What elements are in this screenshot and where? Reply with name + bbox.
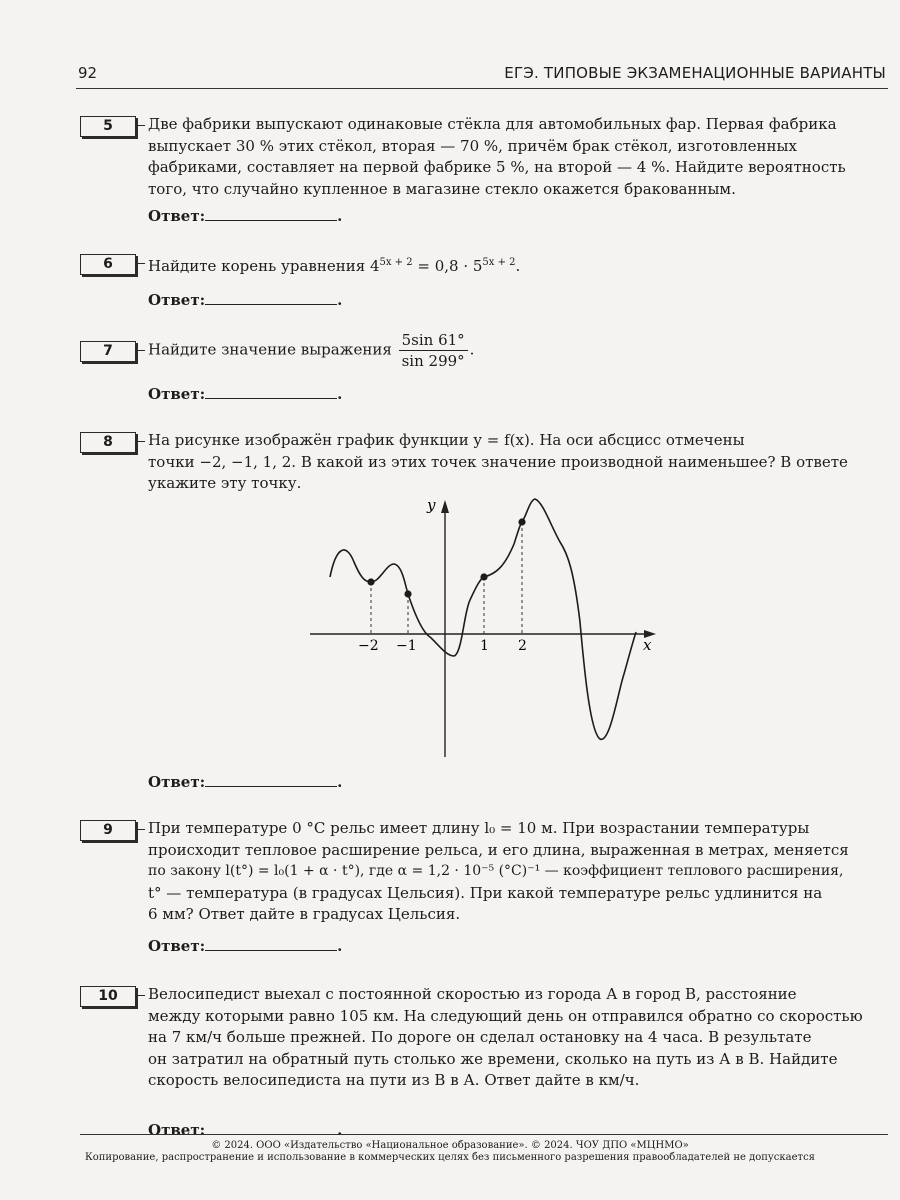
footer-copyright: © 2024. ООО «Издательство «Национальное образование». © 2024. ЧОУ ДПО «МЦНМО»	[211, 1140, 689, 1151]
answer-blank[interactable]	[205, 206, 337, 221]
question-line: между которыми равно 105 км. На следующий день он отправился обратно со скоростью	[148, 1006, 863, 1025]
question-line: t° — температура (в градусах Цельсия). При какой температуре рельс удлинится на	[148, 883, 823, 902]
x-axis-label: x	[643, 636, 652, 654]
question-line: по закону l(t°) = l₀(1 + α · t°), где α = 1,2 · 10⁻⁵ (°C)⁻¹ — коэффициент теплового расширения,	[148, 863, 844, 879]
tick-label-minus1: −1	[396, 638, 417, 654]
answer-label: Ответ:	[148, 773, 206, 791]
task-number-connector	[137, 820, 145, 830]
task-number-connector	[137, 432, 145, 442]
question-line: точки −2, −1, 1, 2. В какой из этих точек значение производной наименьшее? В ответе	[148, 452, 848, 471]
point-1	[480, 573, 487, 580]
tick-label-minus2: −2	[358, 638, 379, 654]
point-minus2	[367, 578, 374, 585]
function-graph	[300, 492, 670, 764]
answer-blank[interactable]	[205, 772, 337, 787]
task-8-question	[148, 430, 888, 495]
task-number-connector	[137, 341, 145, 351]
question-line: на 7 км/ч больше прежней. По дороге он сделал остановку на 4 часа. В результате	[148, 1028, 812, 1046]
point-minus1	[404, 590, 411, 597]
question-text: Найдите корень уравнения	[148, 257, 366, 275]
equation-base: 4	[369, 257, 380, 275]
task-7-answer[interactable]: Ответ: .	[148, 385, 343, 403]
question-line: На рисунке изображён график функции y = f(x). На оси абсцисс отмечены	[148, 431, 745, 449]
answer-label: Ответ:	[148, 207, 206, 225]
equation-exponent: 5x + 2	[379, 257, 413, 268]
task-number-box: 8	[80, 432, 136, 453]
question-line: Велосипедист выехал с постоянной скоростью из города А в город В, расстояние	[148, 985, 797, 1003]
task-5-answer[interactable]: Ответ: .	[148, 207, 343, 225]
question-line: скорость велосипедиста на пути из В в А. Ответ дайте в км/ч.	[148, 1071, 640, 1089]
y-axis-arrow	[441, 500, 449, 513]
question-line: При температуре 0 °C рельс имеет длину l₀ = 10 м. При возрастании температуры	[148, 819, 810, 837]
y-axis-label: y	[427, 496, 436, 514]
tick-label-1: 1	[480, 638, 489, 654]
answer-label: Ответ:	[148, 385, 206, 403]
equation-dot: .	[515, 257, 521, 275]
footer-divider	[80, 1134, 888, 1135]
question-line: того, что случайно купленное в магазине стекло окажется бракованным.	[148, 179, 736, 198]
task-8-answer[interactable]: Ответ: .	[148, 773, 343, 791]
task-10-answer[interactable]: Ответ: .	[148, 1121, 343, 1139]
question-line: Две фабрики выпускают одинаковые стёкла для автомобильных фар. Первая фабрика	[148, 115, 837, 133]
question-line: выпускает 30 % этих стёкол, вторая — 70 %, причём брак стёкол, изготовленных	[148, 136, 797, 155]
answer-blank[interactable]	[205, 384, 337, 399]
fraction-denominator: sin 299°	[401, 352, 465, 370]
fraction	[399, 330, 468, 371]
answer-blank[interactable]	[205, 936, 337, 951]
task-7-question	[148, 330, 888, 371]
tick-label-2: 2	[518, 638, 527, 654]
question-line: фабриками, составляет на первой фабрике 5 %, на второй — 4 %. Найдите вероятность	[148, 158, 846, 176]
answer-blank[interactable]	[205, 290, 337, 305]
equation-rhs: = 0,8 · 5	[412, 257, 483, 275]
task-10-question	[148, 984, 888, 1092]
function-curve	[330, 499, 636, 739]
task-6-answer[interactable]: Ответ: .	[148, 291, 343, 309]
task-9-answer[interactable]: Ответ: .	[148, 937, 343, 955]
footer-notice: Копирование, распространение и использование в коммерческих целях без письменного разрешения правообладателей не допускается	[85, 1152, 815, 1163]
task-number-box: 9	[80, 820, 136, 841]
question-line: он затратил на обратный путь столько же времени, сколько на путь из А в В. Найдите	[148, 1049, 838, 1068]
fraction-numerator: 5sin 61°	[399, 330, 468, 351]
header-divider	[76, 88, 888, 89]
task-5-question	[148, 114, 888, 200]
question-line: укажите эту точку.	[148, 474, 302, 492]
task-6-question	[148, 252, 888, 278]
page-number: 92	[78, 64, 98, 82]
page-header-title: ЕГЭ. ТИПОВЫЕ ЭКЗАМЕНАЦИОННЫЕ ВАРИАНТЫ	[504, 64, 886, 82]
task-number-box: 6	[80, 254, 136, 275]
task-number-connector	[137, 116, 145, 126]
answer-label: Ответ:	[148, 937, 206, 955]
question-text: Найдите значение выражения	[148, 340, 392, 359]
question-line: 6 мм? Ответ дайте в градусах Цельсия.	[148, 905, 461, 923]
task-number-connector	[137, 254, 145, 264]
expression-dot: .	[469, 340, 475, 359]
answer-blank[interactable]	[205, 1120, 337, 1135]
equation-exponent: 5x + 2	[482, 257, 516, 268]
answer-label: Ответ:	[148, 291, 206, 309]
task-9-question	[148, 818, 888, 926]
task-number-box: 10	[80, 986, 136, 1007]
task-number-connector	[137, 986, 145, 996]
task-number-box: 5	[80, 116, 136, 137]
equation	[370, 257, 520, 275]
task-number-box: 7	[80, 341, 136, 362]
point-2	[518, 518, 525, 525]
question-line: происходит тепловое расширение рельса, и его длина, выраженная в метрах, меняется	[148, 840, 849, 859]
answer-label: Ответ:	[148, 1121, 206, 1139]
